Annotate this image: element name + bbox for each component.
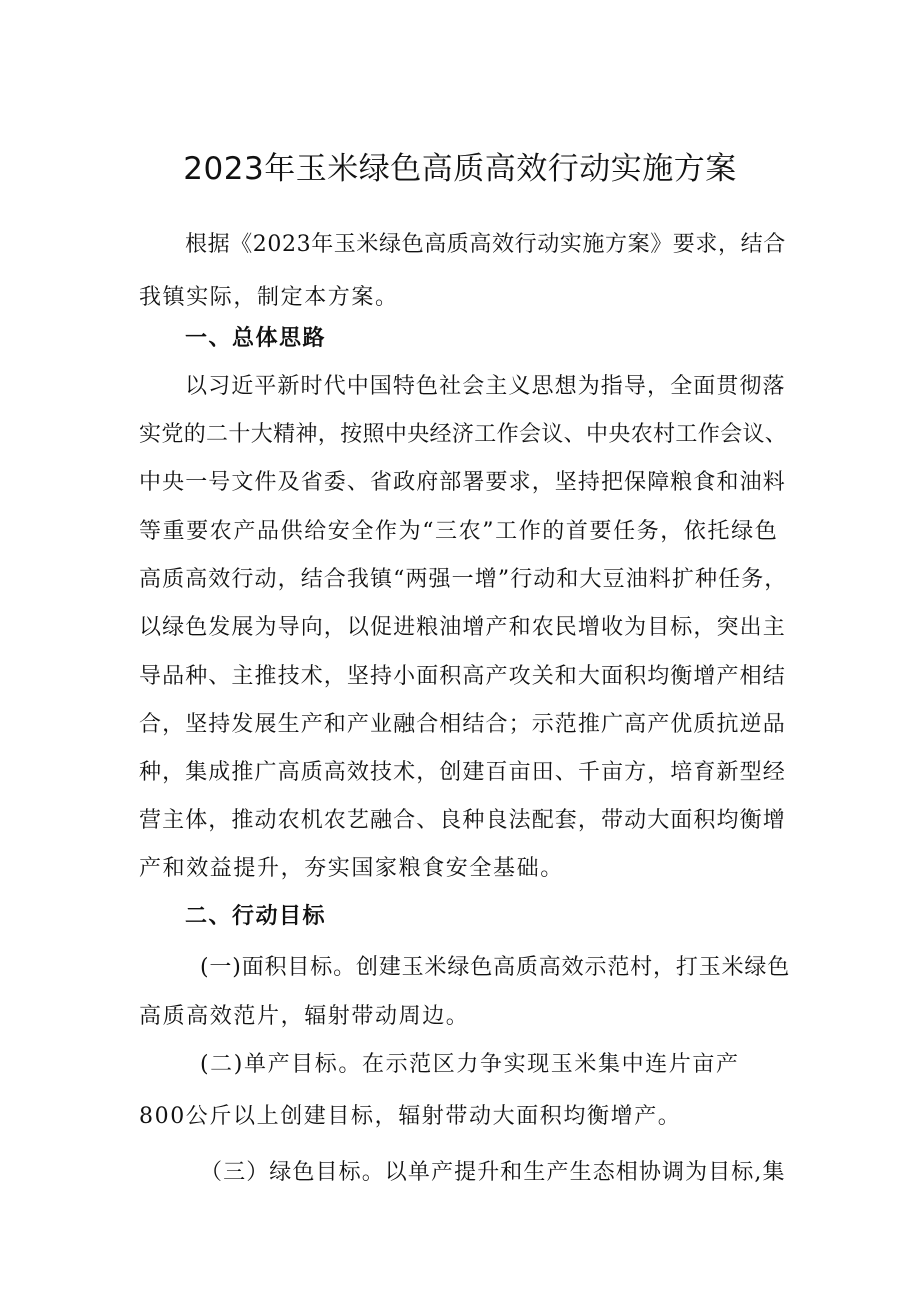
intro-line: 我镇实际，制定本方案。 [139, 285, 399, 310]
paragraph-line: 以习近平新时代中国特色社会主义思想为指导，全面贯彻落 [185, 374, 786, 399]
paragraph-line: 中央一号文件及省委、省政府部署要求，坚持把保障粮食和油料 [139, 470, 786, 495]
paragraph-line: 实党的二十大精神，按照中央经济工作会议、中央农村工作会议、 [139, 422, 788, 447]
section-heading: 二、行动目标 [185, 904, 327, 929]
paragraph-line: 导品种、主推技术，坚持小面积高产攻关和大面积均衡增产相结 [139, 664, 786, 689]
paragraph-line: 合，坚持发展生产和产业融合相结合；示范推广高产优质抗逆品 [139, 712, 786, 737]
paragraph-line: （三）绿色目标。以单产提升和生产生态相协调为目标,集 [200, 1160, 786, 1185]
paragraph-line: 以绿色发展为导向，以促进粮油增产和农民增收为目标，突出主 [139, 615, 786, 640]
paragraph-line: 高质高效行动，结合我镇“两强一增”行动和大豆油料扩种任务， [139, 567, 788, 592]
paragraph-line: 种，集成推广高质高效技术，创建百亩田、千亩方，培育新型经 [139, 760, 786, 785]
paragraph-line: 等重要农产品供给安全作为“三农”工作的首要任务，依托绿色 [139, 519, 779, 544]
paragraph-line: 产和效益提升，夯实国家粮食安全基础。 [139, 856, 564, 881]
paragraph-line: 营主体，推动农机农艺融合、良种良法配套，带动大面积均衡增 [139, 808, 786, 833]
paragraph-line: 800公斤以上创建目标，辐射带动大面积均衡增产。 [139, 1104, 682, 1129]
section-heading: 一、总体思路 [185, 326, 327, 351]
intro-line: 根据《2023年玉米绿色高质高效行动实施方案》要求，结合 [185, 232, 786, 257]
paragraph-line: (一)面积目标。创建玉米绿色高质高效示范村，打玉米绿色 [200, 955, 791, 980]
document-title: 2023年玉米绿色高质高效行动实施方案 [183, 151, 737, 187]
paragraph-line: 高质高效范片，辐射带动周边。 [139, 1004, 470, 1029]
paragraph-line: (二)单产目标。在示范区力争实现玉米集中连片亩产 [200, 1052, 740, 1077]
